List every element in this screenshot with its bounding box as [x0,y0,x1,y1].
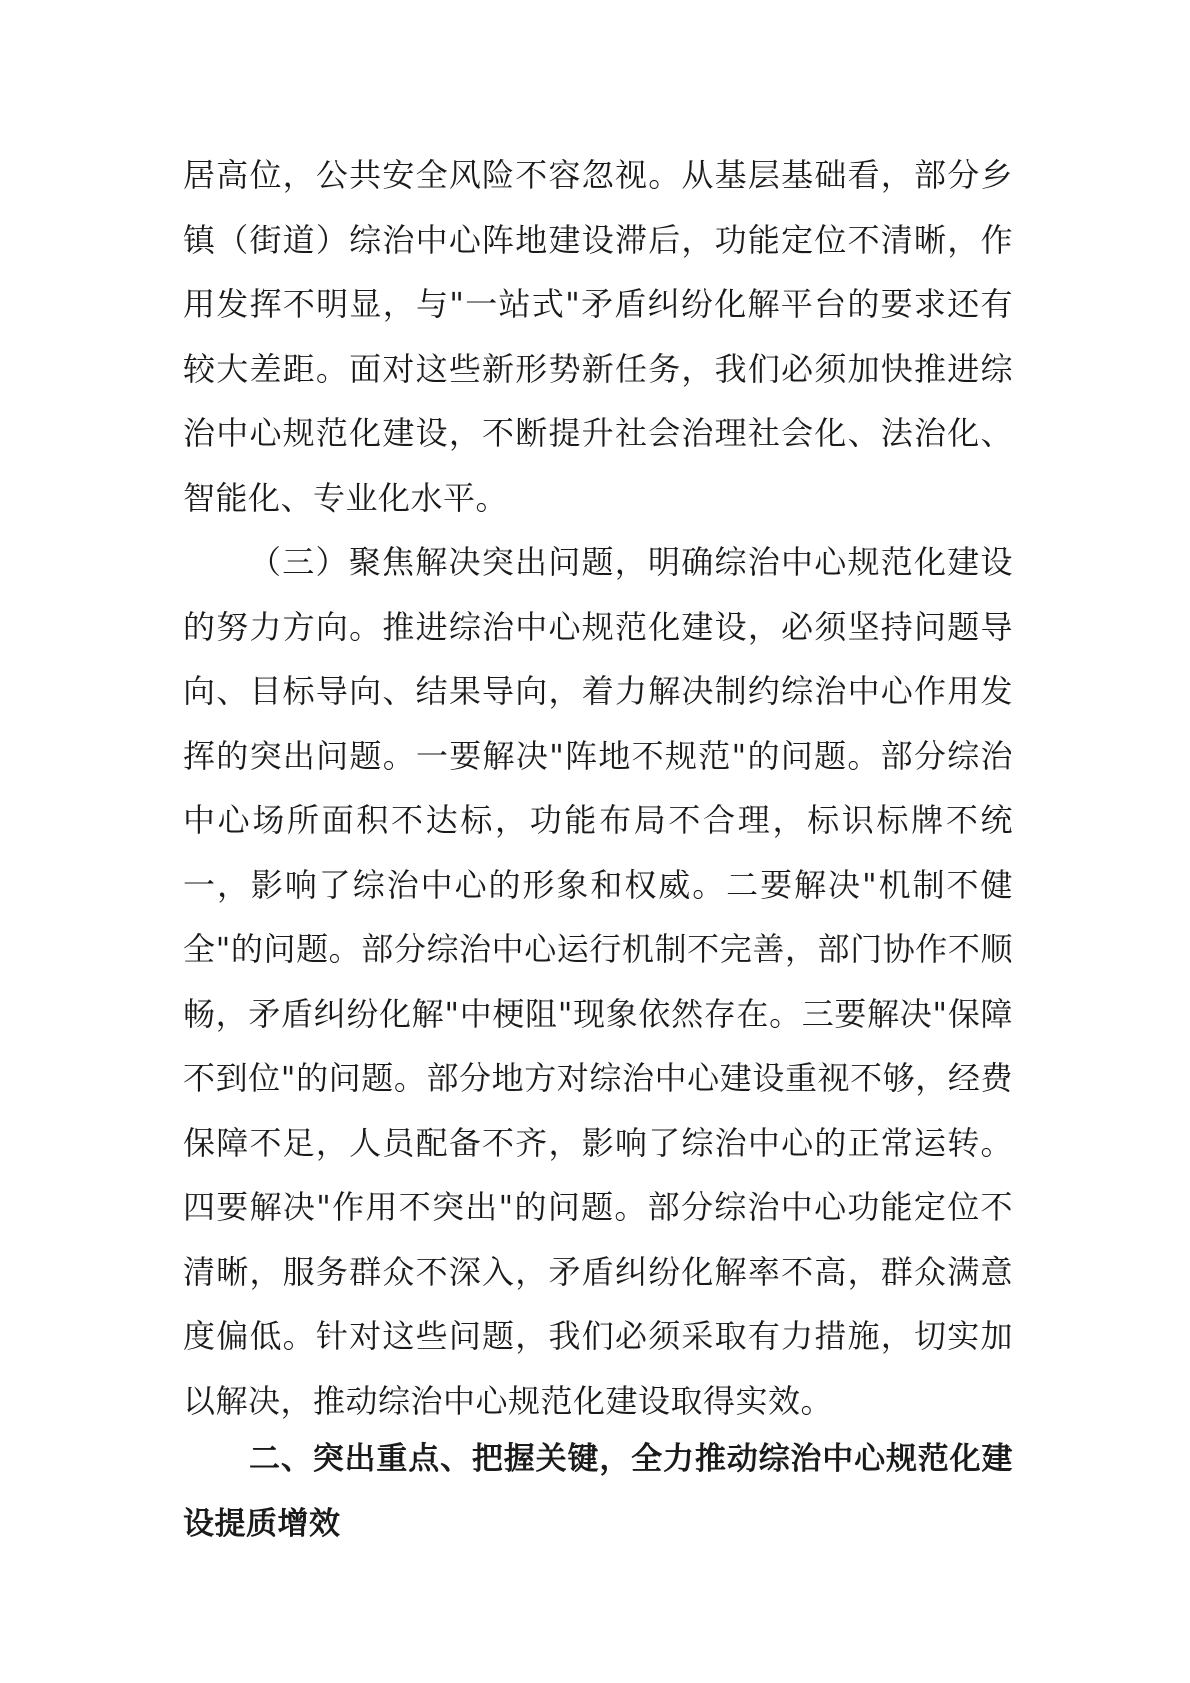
body-paragraph-2: （三）聚焦解决突出问题，明确综治中心规范化建设的努力方向。推进综治中心规范化建设，必须坚持问题导向、目标导向、结果导向，着力解决制约综治中心作用发挥的突出问题。一要解决"阵地不规范"的问题。部分综治中心场所面积不达标，功能布局不合理，标识标牌不统一，影响了综治中心的形象和权威。二要解决"机制不健全"的问题。部分综治中心运行机制不完善，部门协作不顺畅，矛盾纠纷化解"中梗阻"现象依然存在。三要解决"保障不到位"的问题。部分地方对综治中心建设重视不够，经费保障不足，人员配备不齐，影响了综治中心的正常运转。四要解决"作用不突出"的问题。部分综治中心功能定位不清晰，服务群众不深入，矛盾纠纷化解率不高，群众满意度偏低。针对这些问题，我们必须采取有力措施，切实加以解决，推动综治中心规范化建设取得实效。 [183,543,1013,1420]
body-paragraph-1: 居高位，公共安全风险不容忽视。从基层基础看，部分乡镇（街道）综治中心阵地建设滞后，功能定位不清晰，作用发挥不明显，与"一站式"矛盾纠纷化解平台的要求还有较大差距。面对这些新形势新任务，我们必须加快推进综治中心规范化建设，不断提升社会治理社会化、法治化、智能化、专业化水平。 [183,156,1013,517]
section-heading: 二、突出重点、把握关键，全力推动综治中心规范化建设提质增效 [183,1441,1013,1542]
